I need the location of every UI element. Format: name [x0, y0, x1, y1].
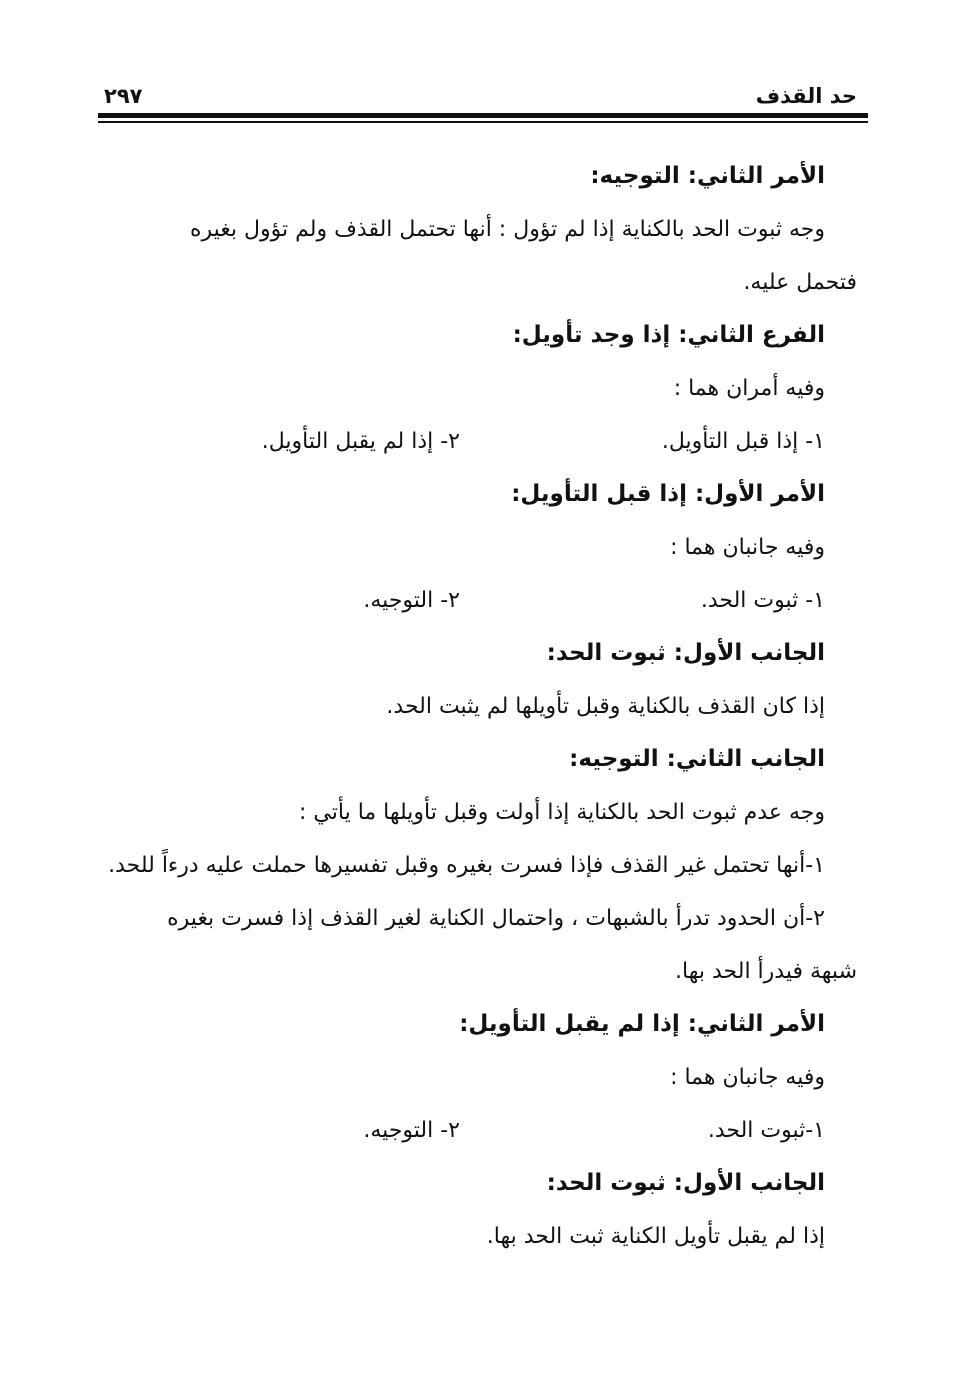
list-item: ١- إذا قبل التأويل. [661, 429, 825, 454]
list-two-matters [95, 415, 825, 468]
list-two-aspects-second [95, 1104, 825, 1157]
list-item: ٢- إذا لم يقبل التأويل. [261, 429, 460, 454]
intro-two-aspects-second: وفيه جانبان هما : [670, 1065, 825, 1090]
heading-first-matter: الأمر الأول: إذا قبل التأويل: [511, 481, 825, 507]
paragraph-line: ٢-أن الحدود تدرأ بالشبهات ، واحتمال الكناية لغير القذف إذا فسرت بغيره [167, 906, 825, 931]
page-body [95, 150, 857, 1263]
header-rule-thin [98, 121, 868, 123]
intro-two-aspects: وفيه جانبان هما : [670, 535, 825, 560]
paragraph-line: شبهة فيدرأ الحد بها. [675, 959, 857, 984]
intro-two-matters: وفيه أمران هما : [673, 376, 825, 401]
paragraph-line: وجه ثبوت الحد بالكناية إذا لم تؤول : أنها تحتمل القذف ولم تؤول بغيره [190, 217, 825, 242]
heading-second-matter-guidance: الأمر الثاني: التوجيه: [590, 163, 825, 189]
heading-second-aspect: الجانب الثاني: التوجيه: [569, 746, 825, 772]
heading-second-matter-not-accepted: الأمر الثاني: إذا لم يقبل التأويل: [459, 1011, 825, 1037]
reason-one: ١-أنها تحتمل غير القذف فإذا فسرت بغيره وقبل تفسيرها حملت عليه درءاً للحد. [108, 853, 825, 878]
header-rule-thick [98, 113, 868, 118]
heading-second-branch: الفرع الثاني: إذا وجد تأويل: [512, 322, 825, 348]
paragraph-second-aspect: وجه عدم ثبوت الحد بالكناية إذا أولت وقبل تأويلها ما يأتي : [299, 800, 825, 825]
heading-first-aspect: الجانب الأول: ثبوت الحد: [546, 640, 825, 666]
list-item: ٢- التوجيه. [363, 588, 460, 613]
list-item: ٢- التوجيه. [363, 1118, 460, 1143]
list-item: ١- ثبوت الحد. [700, 588, 825, 613]
paragraph-guidance [95, 203, 857, 309]
list-item: ١-ثبوت الحد. [707, 1118, 825, 1143]
heading-first-aspect-second: الجانب الأول: ثبوت الحد: [546, 1170, 825, 1196]
paragraph-final: إذا لم يقبل تأويل الكناية ثبت الحد بها. [486, 1224, 825, 1249]
list-two-aspects [95, 574, 825, 627]
page-number: ٢٩٧ [104, 84, 143, 108]
paragraph-line: فتحمل عليه. [743, 270, 857, 295]
running-title: حد القذف [755, 84, 857, 108]
reason-two [95, 892, 857, 998]
paragraph-first-aspect: إذا كان القذف بالكناية وقبل تأويلها لم يثبت الحد. [386, 694, 825, 719]
